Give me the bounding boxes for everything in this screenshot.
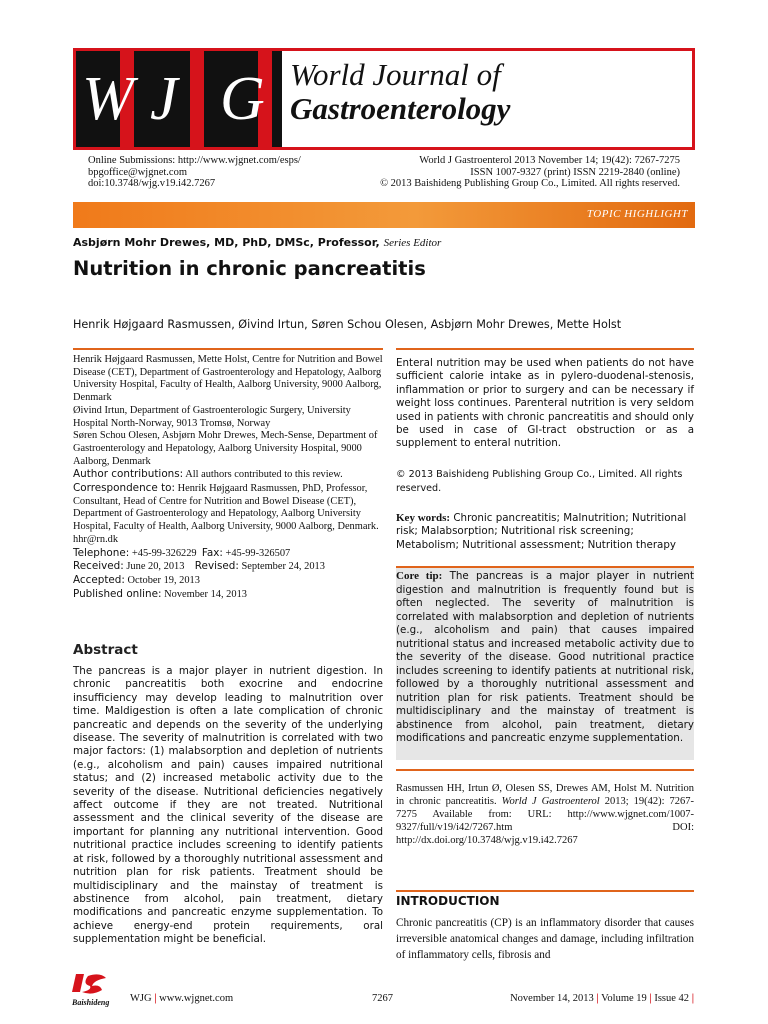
core-tip [396,570,694,746]
footer-website[interactable]: www.wjgnet.com [159,993,234,1004]
logo-letter-j: J [150,65,178,133]
footer-issue-info [480,993,694,1004]
series-editor [73,236,441,249]
divider [396,348,694,350]
footer-separator: | [596,993,599,1004]
journal-title [290,58,510,126]
keywords-label: Key words: [396,512,451,524]
accepted-date: October 19, 2013 [127,574,200,586]
citation-details[interactable]: 2013; 19(42): 7267-7275 Available from: URL: http://www.wjgnet.com/1007-9327/full/v19/i42/7267.htm DOI: http://dx.doi.org/10.3748/wjg.v19.i42.7267 [396,796,695,846]
abstract-heading: Abstract [73,642,138,658]
page-number: 7267 [372,993,393,1004]
introduction-heading: INTRODUCTION [396,894,500,908]
affiliations-block [73,354,383,601]
footer-separator: | [154,993,157,1004]
fax: +45-99-326507 [225,547,291,559]
abstract-copyright: © 2013 Baishideng Publishing Group Co., Limited. All rights reserved. [396,469,683,494]
doi: doi:10.3748/wjg.v19.i42.7267 [88,178,216,189]
logo-letter-g: G [220,65,265,133]
divider [396,769,694,771]
journal-title-line1: World Journal of [290,57,501,92]
correspondence-text: Henrik Højgaard Rasmussen, PhD, Professor, Consultant, Head of Centre for Nutrition and Bowel Disease (CET), Department of Gastroenterology and Hepatology, Aalborg University Hospital, Faculty of Health, Aalborg University, 9000 Aalborg, Denmark. hhr@rn.dk [73,483,379,545]
series-editor-role: Series Editor [383,237,442,249]
footer-date: November 14, 2013 [510,993,594,1004]
submission-info [88,155,388,190]
affiliation: Søren Schou Olesen, Asbjørn Mohr Drewes, Mech-Sense, Department of Gastroenterology and Hepatology, Aalborg University Hospital, 9000 Aalborg, Denmark [73,430,378,467]
journal-title-line2: Gastroenterology [290,91,511,126]
publication-info [360,155,680,190]
core-tip-label: Core tip: [396,570,443,582]
core-tip-text: The pancreas is a major player in nutrient digestion and malnutrition is frequently found but is often neglected. The severity of malnutrition is correlated with malabsorption and depletion of nutrients (e.g., alcoholism and pain) that causes impaired nutritional status and increased metabolic activity due to the severity of the disease. Good nutritional practice includes screening to identify patients at nutritional risk, followed by a thoroughly nutritional assessment and nutrition plan for risk patients. Treatment should be multidisciplinary and the mainstay of treatment is abstinence from alcohol, pain treatment, dietary modifications and pancreatic enzyme supplementation. [396,570,694,744]
citation-authors: Rasmussen HH, Irtun Ø, Olesen SS, Drewes AM, Holst M. Nutrition in chronic pancreatitis. [396,783,694,807]
submission-url[interactable]: Online Submissions: http://www.wjgnet.com/esps/ [88,155,301,166]
divider [396,566,694,568]
published-label: Published online: [73,587,162,600]
citation-journal: World J Gastroenterol [501,796,600,807]
affiliation: Henrik Højgaard Rasmussen, Mette Holst, Centre for Nutrition and Bowel Disease (CET), Department of Gastroenterology and Hepatology, Aalborg University Hospital, Faculty of Health, Aalborg University, 9000 Aalborg, Denmark [73,354,383,404]
footer-journal [130,993,233,1004]
header-copyright: © 2013 Baishideng Publishing Group Co., Limited. All rights reserved. [380,178,680,189]
divider [73,348,383,350]
keywords [396,512,694,552]
telephone: +45-99-326229 [131,547,197,559]
footer-issue: Issue 42 [654,993,690,1004]
wjg-logo [76,51,282,147]
topic-highlight-label: TOPIC HIGHLIGHT [586,208,688,220]
author-list: Henrik Højgaard Rasmussen, Øivind Irtun, Søren Schou Olesen, Asbjørn Mohr Drewes, Mette Holst [73,318,622,331]
footer-separator: | [649,993,652,1004]
correspondence-label: Correspondence to: [73,482,176,495]
footer-separator: | [691,993,694,1004]
affiliation: Øivind Irtun, Department of Gastroenterologic Surgery, University Hospital North-Norway, 9013 Tromsø, Norway [73,404,351,429]
logo-letter-w: W [82,65,134,133]
contributions-label: Author contributions: [73,468,184,481]
abstract-continued: Enteral nutrition may be used when patients do not have sufficient calorie intake as in pylero-duodenal-stenosis, inflammation or prior to surgery and can be necessary if weight loss continues. Parenteral nutrition is very seldom used in patients with chronic pancreatitis and should only be used in case of GI-tract obstruction or as a supplement to enteral nutrition. [396,357,694,450]
fax-label: Fax: [201,546,223,559]
office-email[interactable]: bpgoffice@wjgnet.com [88,166,187,178]
introduction-body: Chronic pancreatitis (CP) is an inflammatory disorder that causes irreversible anatomical changes and damage, including infiltration of inflammatory cells, fibrosis and [396,917,694,961]
divider [396,890,694,892]
revised-label: Revised: [194,560,239,573]
published-date: November 14, 2013 [164,588,247,600]
footer-journal-abbr: WJG [130,993,152,1004]
keywords-text: Chronic pancreatitis; Malnutrition; Nutritional risk; Malabsorption; Nutritional risk screening; Metabolism; Nutritional assessment; Nutrition therapy [396,512,687,551]
logo-text: Baishideng [72,998,110,1007]
journal-citation: World J Gastroenterol 2013 November 14; 19(42): 7267-7275 [419,155,680,166]
accepted-label: Accepted: [73,573,125,586]
article-title: Nutrition in chronic pancreatitis [73,257,426,280]
abstract-body: The pancreas is a major player in nutrient digestion. In chronic pancreatitis both exocrine and endocrine insufficiency may develop leading to malnutrition over time. Maldigestion is often a late complication of chronic pancreatic and depends on the severity of the underlying disease. The severity of malnutrition is correlated with two major factors: (1) malabsorption and depletion of nutrients (e.g., alcoholism and pain) causes impaired nutritional status; and (2) increased metabolic activity due to the severity of the disease. Nutritional deficiencies negatively affect outcome if they are not treated. Nutritional assessment and the clinical severity of the disease are important for planning any nutritional intervention. Good nutritional practice includes screening to identify patients at risk, followed by a thoroughly nutritional assessment and nutrition plan for risk patients. Treatment should be multidisciplinary and the mainstay of treatment is abstinence from alcohol, pain treatment, dietary modifications and pancreatic enzyme supplementation. To achieve energy-end protein requirements, oral supplementation might be beneficial. [73,665,383,946]
received-label: Received: [73,560,124,573]
citation [396,782,694,847]
revised-date: September 24, 2013 [241,561,325,573]
logo-red-stripe [190,51,204,147]
contributions-text: All authors contributed to this review. [185,469,343,481]
issn: ISSN 1007-9327 (print) ISSN 2219-2840 (online) [470,166,680,178]
series-editor-name: Asbjørn Mohr Drewes, MD, PhD, DMSc, Professor, [73,236,380,249]
footer-volume: Volume 19 [601,993,647,1004]
telephone-label: Telephone: [73,546,130,559]
received-date: June 20, 2013 [126,561,185,573]
baishideng-logo-icon [70,970,112,1008]
